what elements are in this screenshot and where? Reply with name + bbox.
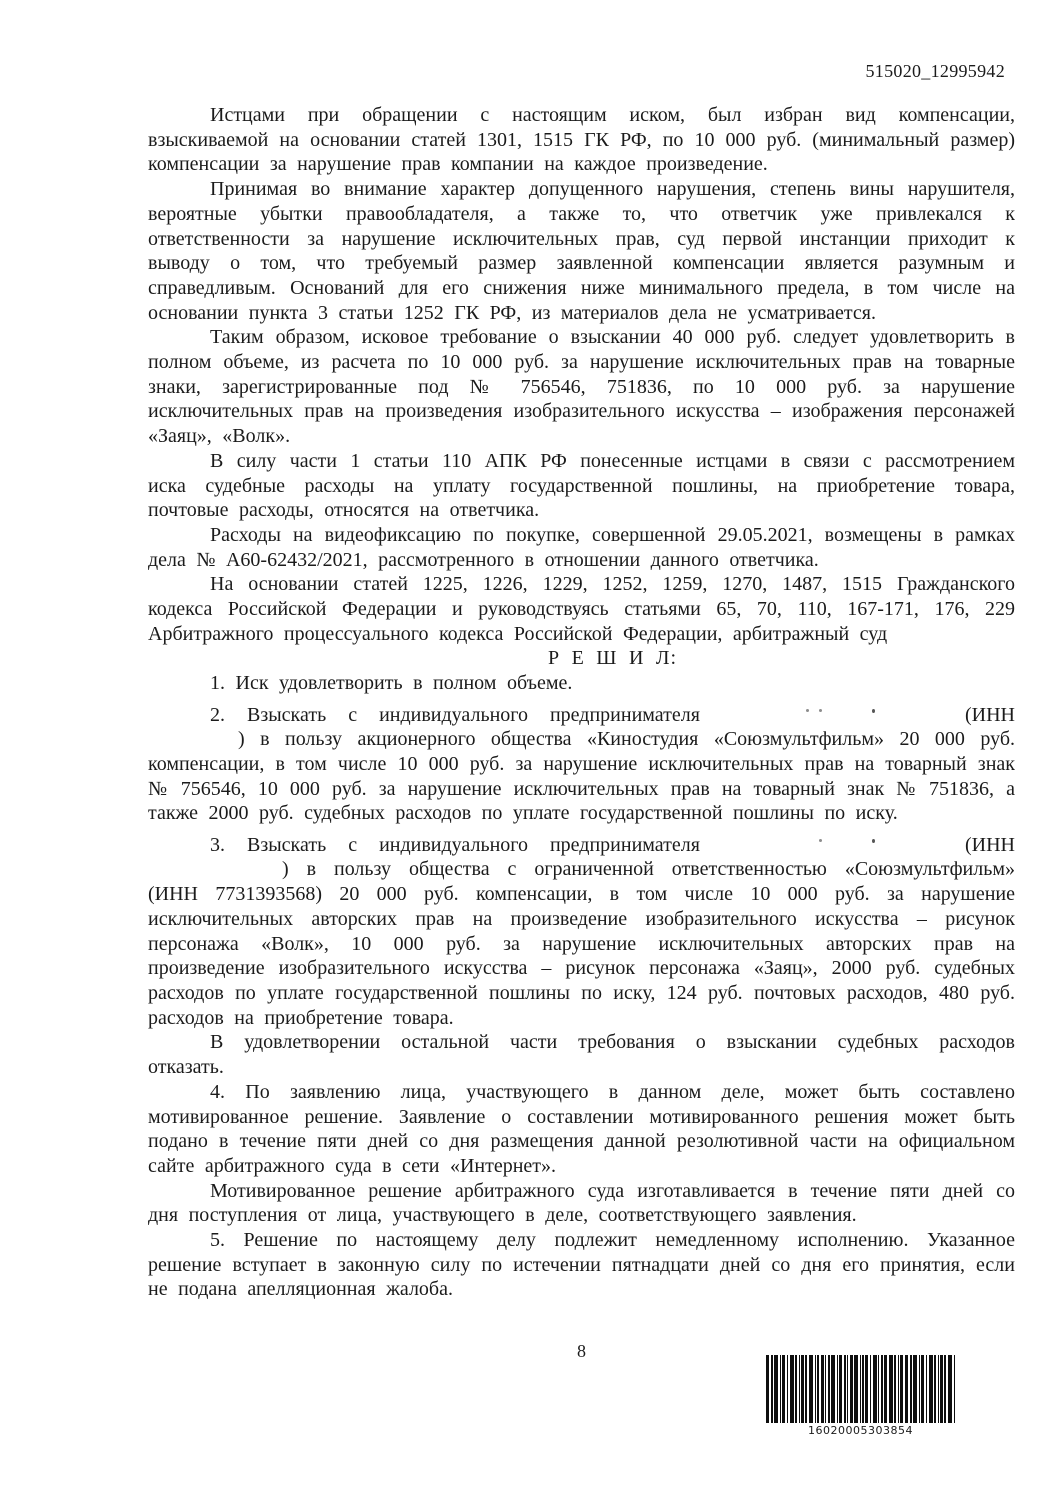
resolution-item-4: 4. По заявлению лица, участвующего в данном деле, может быть составлено мотивированное решение. Заявление о составлении мотивированного решения может быть подано в течение пяти дней со дня размещения данной резолютивной части на официальном сайте арбитражного суда в сети «Интернет».	[148, 1080, 1015, 1177]
resolution-item-3	[148, 826, 1015, 1030]
document-body	[148, 103, 1015, 1302]
paragraph-violation-assessment: Принимая во внимание характер допущенного нарушения, степень вины нарушителя, вероятные убытки правообладателя, а также то, что ответчик уже привлекался к ответственности за нарушение исключительных прав, суд первой инстанции приходит к выводу о том, что требуемый размер заявленной компенсации является разумным и справедливым. Оснований для его снижения ниже минимального предела, в том числе на основании пункта 3 статьи 1252 ГК РФ, из материалов дела не усматривается.	[148, 178, 1015, 324]
paragraph-claim-total: Таким образом, исковое требование о взыскании 40 000 руб. следует удовлетворить в полном объеме, из расчета по 10 000 руб. за нарушение исключительных прав на товарные знаки, зарегистрированные под № 756546, 751836, по 10 000 руб. за нарушение исключительных прав на произведения изобразительного искусства – изображения персонажей «Заяц», «Волк».	[148, 326, 1015, 448]
document-barcode	[766, 1355, 955, 1437]
redaction-artifact	[700, 696, 965, 721]
paragraph-legal-basis: На основании статей 1225, 1226, 1229, 1252, 1259, 1270, 1487, 1515 Гражданского кодекса Российской Федерации и руководствуясь статьями 65, 70, 110, 167-171, 176, 229 Арбитражного процессуального кодекса Российской Федерации, арбитражный суд	[148, 573, 1015, 645]
resolution-item-3-first-line	[148, 826, 1015, 857]
paragraph-compensation-choice: Истцами при обращении с настоящим иском, был избран вид компенсации, взыскиваемой на основании статей 1301, 1515 ГК РФ, по 10 000 руб. (минимальный размер) компенсации за нарушение прав компании на каждое произведение.	[148, 104, 1015, 176]
case-document-code: 515020_12995942	[865, 61, 1005, 81]
item-2-text-right: (ИНН	[965, 703, 1015, 726]
redaction-artifact	[700, 826, 965, 851]
paragraph-video-costs: Расходы на видеофиксацию по покупке, совершенной 29.05.2021, возмещены в рамках дела № А60-62432/2021, рассмотренного в отношении данного ответчика.	[148, 523, 1015, 571]
resolution-item-5: 5. Решение по настоящему делу подлежит немедленному исполнению. Указанное решение вступает в законную силу по истечении пятнадцати дней со дня его принятия, если не подана апелляционная жалоба.	[148, 1229, 1015, 1301]
motivated-decision-paragraph: Мотивированное решение арбитражного суда изготавливается в течение пяти дней со дня поступления от лица, участвующего в деле, соответствующего заявления.	[148, 1179, 1015, 1227]
page-number: 8	[577, 1341, 586, 1361]
paragraph-court-costs: В силу части 1 статьи 110 АПК РФ понесенные истцами в связи с рассмотрением иска судебные расходы на уплату государственной пошлины, на приобретение товара, почтовые расходы, относятся на ответчика.	[148, 449, 1015, 522]
resolution-heading: Р Е Ш И Л:	[547, 647, 678, 670]
barcode-number: 16020005303854	[808, 1424, 913, 1437]
barcode-bars	[766, 1355, 955, 1423]
item-3-continuation: ) в пользу общества с ограниченной ответственностью «Союзмультфильм» (ИНН 7731393568) 20 000 руб. компенсации, в том числе 10 000 руб. за нарушение исключительных авторских прав на произведение изобразительного искусства – рисунок персонажа «Волк», 10 000 руб. за нарушение исключительных авторских прав на произведение изобразительного искусства – рисунок персонажа «Заяц», 2000 руб. судебных расходов по уплате государственной пошлины по иску, 124 руб. почтовых расходов, 480 руб. расходов на приобретение товара.	[148, 858, 1015, 1029]
resolution-item-2-first-line	[148, 696, 1015, 727]
resolution-item-1: 1. Иск удовлетворить в полном объеме.	[210, 672, 573, 695]
item-3-text-left: 3. Взыскать с индивидуального предпринимателя	[210, 833, 700, 856]
item-2-text-left: 2. Взыскать с индивидуального предпринимателя	[210, 703, 700, 726]
refusal-paragraph: В удовлетворении остальной части требования о взыскании судебных расходов отказать.	[148, 1031, 1015, 1079]
item-2-continuation: ) в пользу акционерного общества «Киностудия «Союзмультфильм» 20 000 руб. компенсации, в том числе 10 000 руб. за нарушение исключительных прав на товарный знак № 756546, 10 000 руб. за нарушение исключительных прав на товарный знак № 751836, а также 2000 руб. судебных расходов по уплате государственной пошлины по иску.	[148, 728, 1015, 825]
item-3-text-right: (ИНН	[965, 833, 1015, 856]
resolution-item-2	[148, 696, 1015, 826]
